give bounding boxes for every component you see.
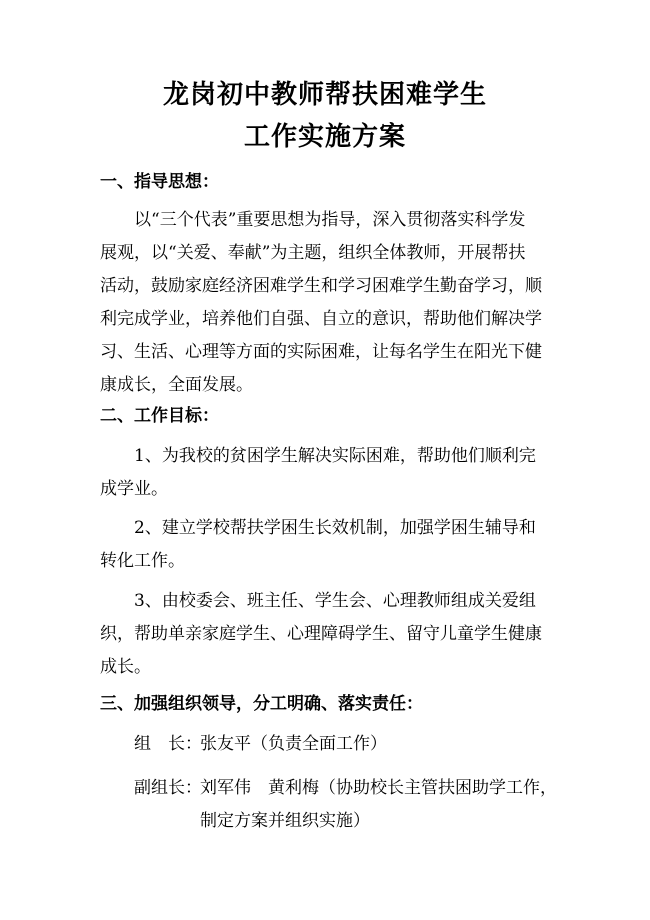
deputy-row [134, 772, 557, 838]
paragraph-line: 习、生活、心理等方面的实际困难，让每名学生在阳光下健 [100, 342, 542, 362]
section-heading-organization: 三、加强组织领导，分工明确、落实责任： [100, 694, 423, 714]
paragraph-line: 1、为我校的贫困学生解决实际困难，帮助他们顺利完 [134, 446, 536, 466]
paragraph-line: 以“三个代表”重要思想为指导，深入贯彻落实科学发 [134, 210, 526, 230]
goal-item-1 [100, 440, 555, 506]
leader-row [134, 728, 387, 761]
guiding-paragraph [100, 204, 555, 402]
paragraph-line: 利完成学业，培养他们自强、自立的意识，帮助他们解决学 [100, 309, 542, 329]
document-title-line2: 工作实施方案 [243, 122, 406, 152]
paragraph-line: 2、建立学校帮扶学困生长效机制，加强学困生辅导和 [134, 518, 536, 538]
document-title-line1: 龙岗初中教师帮扶困难学生 [162, 80, 487, 110]
section-heading-goals: 二、工作目标： [100, 406, 219, 426]
deputy-text-line2: 制定方案并组织实施） [200, 811, 370, 831]
leader-text: 张友平（负责全面工作） [200, 734, 387, 754]
goal-item-2 [100, 512, 555, 578]
paragraph-line: 3、由校委会、班主任、学生会、心理教师组成关爱组 [134, 591, 536, 611]
paragraph-line: 成学业。 [100, 479, 168, 499]
paragraph-line: 展观，以“关爱、奉献”为主题，组织全体教师，开展帮扶 [100, 243, 526, 263]
paragraph-line: 织，帮助单亲家庭学生、心理障碍学生、留守儿童学生健康 [100, 624, 542, 644]
deputy-text-line1: 刘军伟 黄利梅（协助校长主管扶困助学工作， [200, 778, 557, 798]
section-heading-guiding: 一、指导思想： [100, 172, 219, 192]
goal-item-3 [100, 585, 555, 684]
paragraph-line: 康成长，全面发展。 [100, 375, 253, 395]
leader-role-label: 组 长： [134, 734, 202, 754]
paragraph-line: 成长。 [100, 657, 151, 677]
paragraph-line: 活动，鼓励家庭经济困难学生和学习困难学生勤奋学习，顺 [100, 276, 542, 296]
paragraph-line: 转化工作。 [100, 551, 185, 571]
deputy-role-label: 副组长： [134, 778, 202, 798]
